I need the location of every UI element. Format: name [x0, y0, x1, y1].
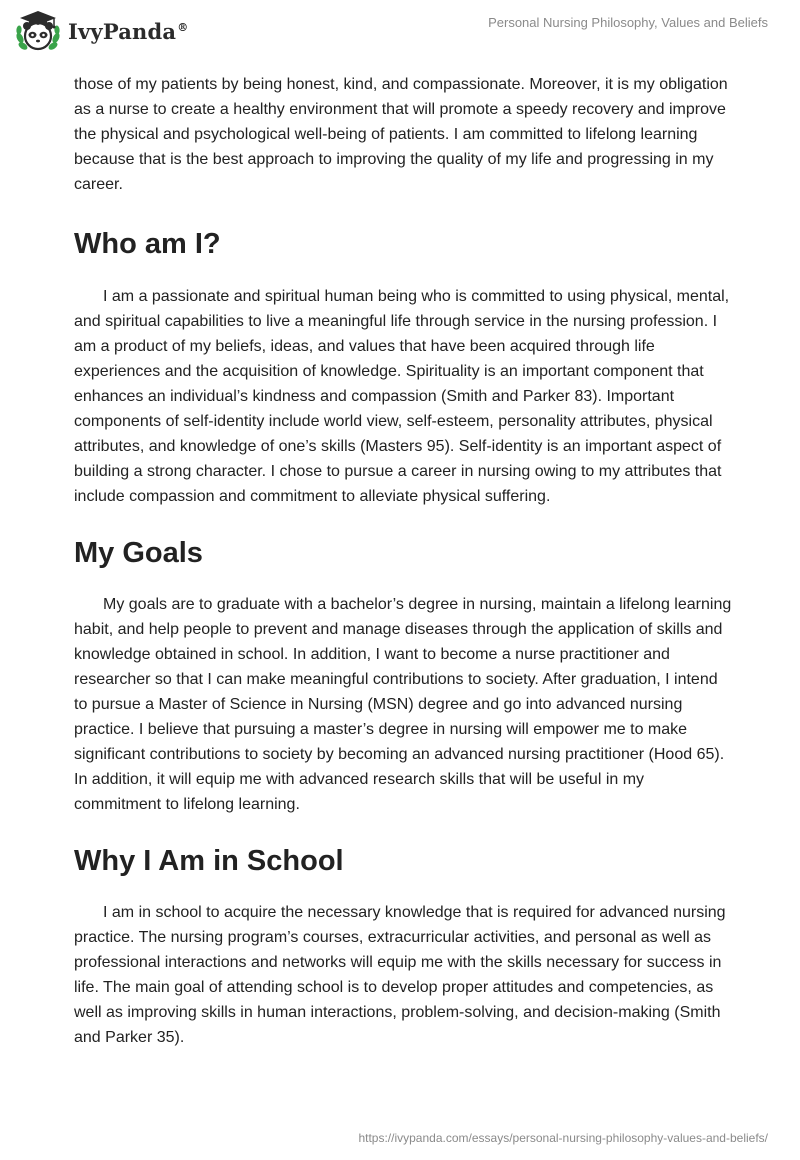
heading-why-in-school: Why I Am in School: [74, 845, 344, 877]
document-title: Personal Nursing Philosophy, Values and Beliefs: [488, 15, 768, 30]
page-header: [0, 0, 800, 70]
heading-who-am-i: Who am I?: [74, 228, 221, 260]
logo-wordmark: IvyPanda®: [68, 18, 189, 44]
heading-my-goals: My Goals: [74, 537, 203, 569]
source-url[interactable]: https://ivypanda.com/essays/personal-nursing-philosophy-values-and-beliefs/: [358, 1131, 768, 1145]
paragraph-who-am-i: I am a passionate and spiritual human being who is committed to using physical, mental, and spiritual capabilities to live a meaningful life through service in the nursing profession. I am a product of my beliefs, ideas, and values that have been acquired through life experiences and the acquisition of knowledge. Spirituality is an important component that enhances an individual’s kindness and compassion (Smith and Parker 83). Important components of self-identity include world view, self-esteem, personality attributes, physical attributes, and knowledge of one’s skills (Masters 95). Self-identity is an important aspect of building a strong character. I chose to pursue a career in nursing owing to my attributes that include compassion and commitment to alleviate physical suffering.: [74, 288, 730, 505]
essay-content: [74, 72, 734, 1050]
paragraph-my-goals: My goals are to graduate with a bachelor’s degree in nursing, maintain a lifelong learning habit, and help people to prevent and manage diseases through the application of skills and knowledge obtained in school. In addition, I want to become a nurse practitioner and researcher so that I can make meaningful contributions to society. After graduation, I intend to pursue a Master of Science in Nursing (MSN) degree and go into advanced nursing practice. I believe that pursuing a master’s degree in nursing will empower me to make significant contributions to society by becoming an advanced nursing practitioner (Hood 65). In addition, it will equip me with advanced research skills that will be useful in my commitment to lifelong learning.: [74, 596, 732, 813]
paragraph-why-in-school: I am in school to acquire the necessary knowledge that is required for advanced nursing practice. The nursing program’s courses, extracurricular activities, and personal as well as professional interactions and networks will equip me with the skills necessary for success in life. The main goal of attending school is to develop proper attitudes and competencies, as well as improving skills in human interactions, problem-solving, and decision-making (Smith and Parker 35).: [74, 904, 726, 1046]
panda-graduation-icon: [14, 8, 62, 54]
intro-paragraph: those of my patients by being honest, kind, and compassionate. Moreover, it is my obligation as a nurse to create a healthy environment that will promote a speedy recovery and improve the physical and psychological well-being of patients. I am committed to lifelong learning because that is the best approach to improving the quality of my life and progressing in my career.: [74, 76, 728, 193]
ivypanda-logo[interactable]: [14, 8, 188, 54]
